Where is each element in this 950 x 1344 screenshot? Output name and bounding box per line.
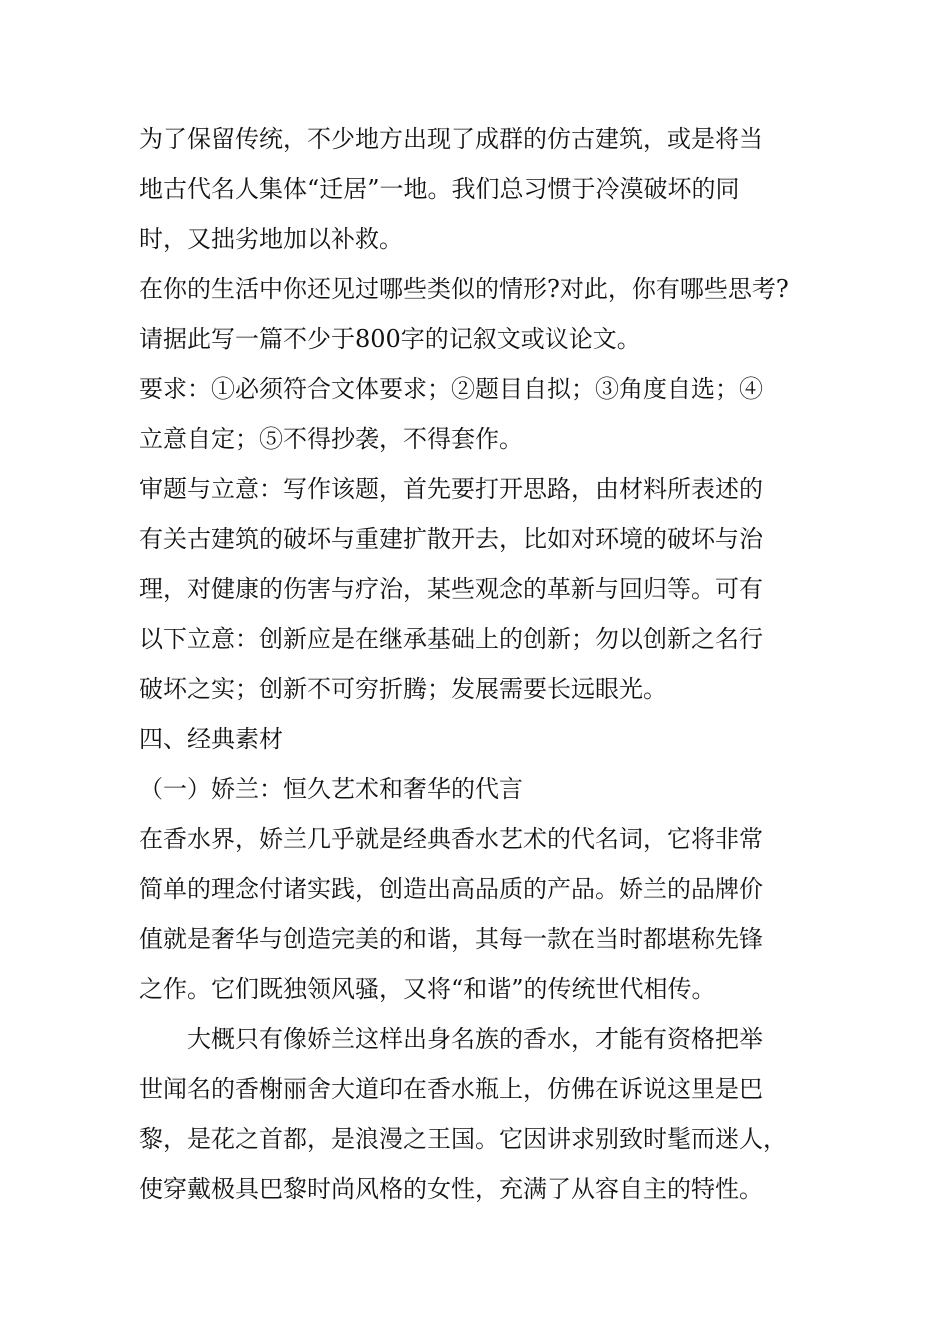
text-line-analysis: 理，对健康的伤害与疗治，某些观念的革新与回归等。可有	[139, 575, 763, 603]
text-line-paragraph: 之作。它们既独领风骚，又将“和谐”的传统世代相传。	[139, 975, 716, 1003]
section-heading: 四、经典素材	[139, 725, 283, 753]
text-line-analysis: 以下立意：创新应是在继承基础上的创新；勿以创新之名行	[139, 625, 763, 653]
text-line-question: 在你的生活中你还见过哪些类似的情形?对此，你有哪些思考?	[139, 275, 789, 303]
text-line-paragraph: 简单的理念付诸实践，创造出高品质的产品。娇兰的品牌价	[139, 875, 763, 903]
text-line-material: 时，又拙劣地加以补救。	[139, 225, 403, 253]
subsection-heading: （一）娇兰：恒久艺术和奢华的代言	[139, 775, 523, 803]
text-line-requirements: 立意自定；⑤不得抄袭，不得套作。	[139, 425, 523, 453]
text-line-analysis: 审题与立意：写作该题，首先要打开思路，由材料所表述的	[139, 475, 763, 503]
text-line-analysis: 有关古建筑的破坏与重建扩散开去，比如对环境的破坏与治	[139, 525, 763, 553]
text-line-task: 请据此写一篇不少于800字的记叙文或议论文。	[139, 325, 641, 353]
text-line-paragraph: 使穿戴极具巴黎时尚风格的女性，充满了从容自主的特性。	[139, 1175, 763, 1203]
text-line-material: 为了保留传统，不少地方出现了成群的仿古建筑，或是将当	[139, 125, 763, 153]
text-line-paragraph: 在香水界，娇兰几乎就是经典香水艺术的代名词，它将非常	[139, 825, 763, 853]
text-line-paragraph: 世闻名的香榭丽舍大道印在香水瓶上，仿佛在诉说这里是巴	[139, 1075, 763, 1103]
text-line-paragraph-indented: 大概只有像娇兰这样出身名族的香水，才能有资格把举	[187, 1025, 763, 1053]
text-line-paragraph: 值就是奢华与创造完美的和谐，其每一款在当时都堪称先锋	[139, 925, 763, 953]
text-line-material: 地古代名人集体“迁居”一地。我们总习惯于冷漠破坏的同	[139, 175, 740, 203]
text-line-analysis: 破坏之实；创新不可穷折腾；发展需要长远眼光。	[139, 675, 667, 703]
document-body	[139, 114, 829, 1214]
text-line-requirements: 要求：①必须符合文体要求；②题目自拟；③角度自选；④	[139, 375, 763, 403]
text-line-paragraph: 黎，是花之首都，是浪漫之王国。它因讲求别致时髦而迷人，	[139, 1125, 787, 1153]
